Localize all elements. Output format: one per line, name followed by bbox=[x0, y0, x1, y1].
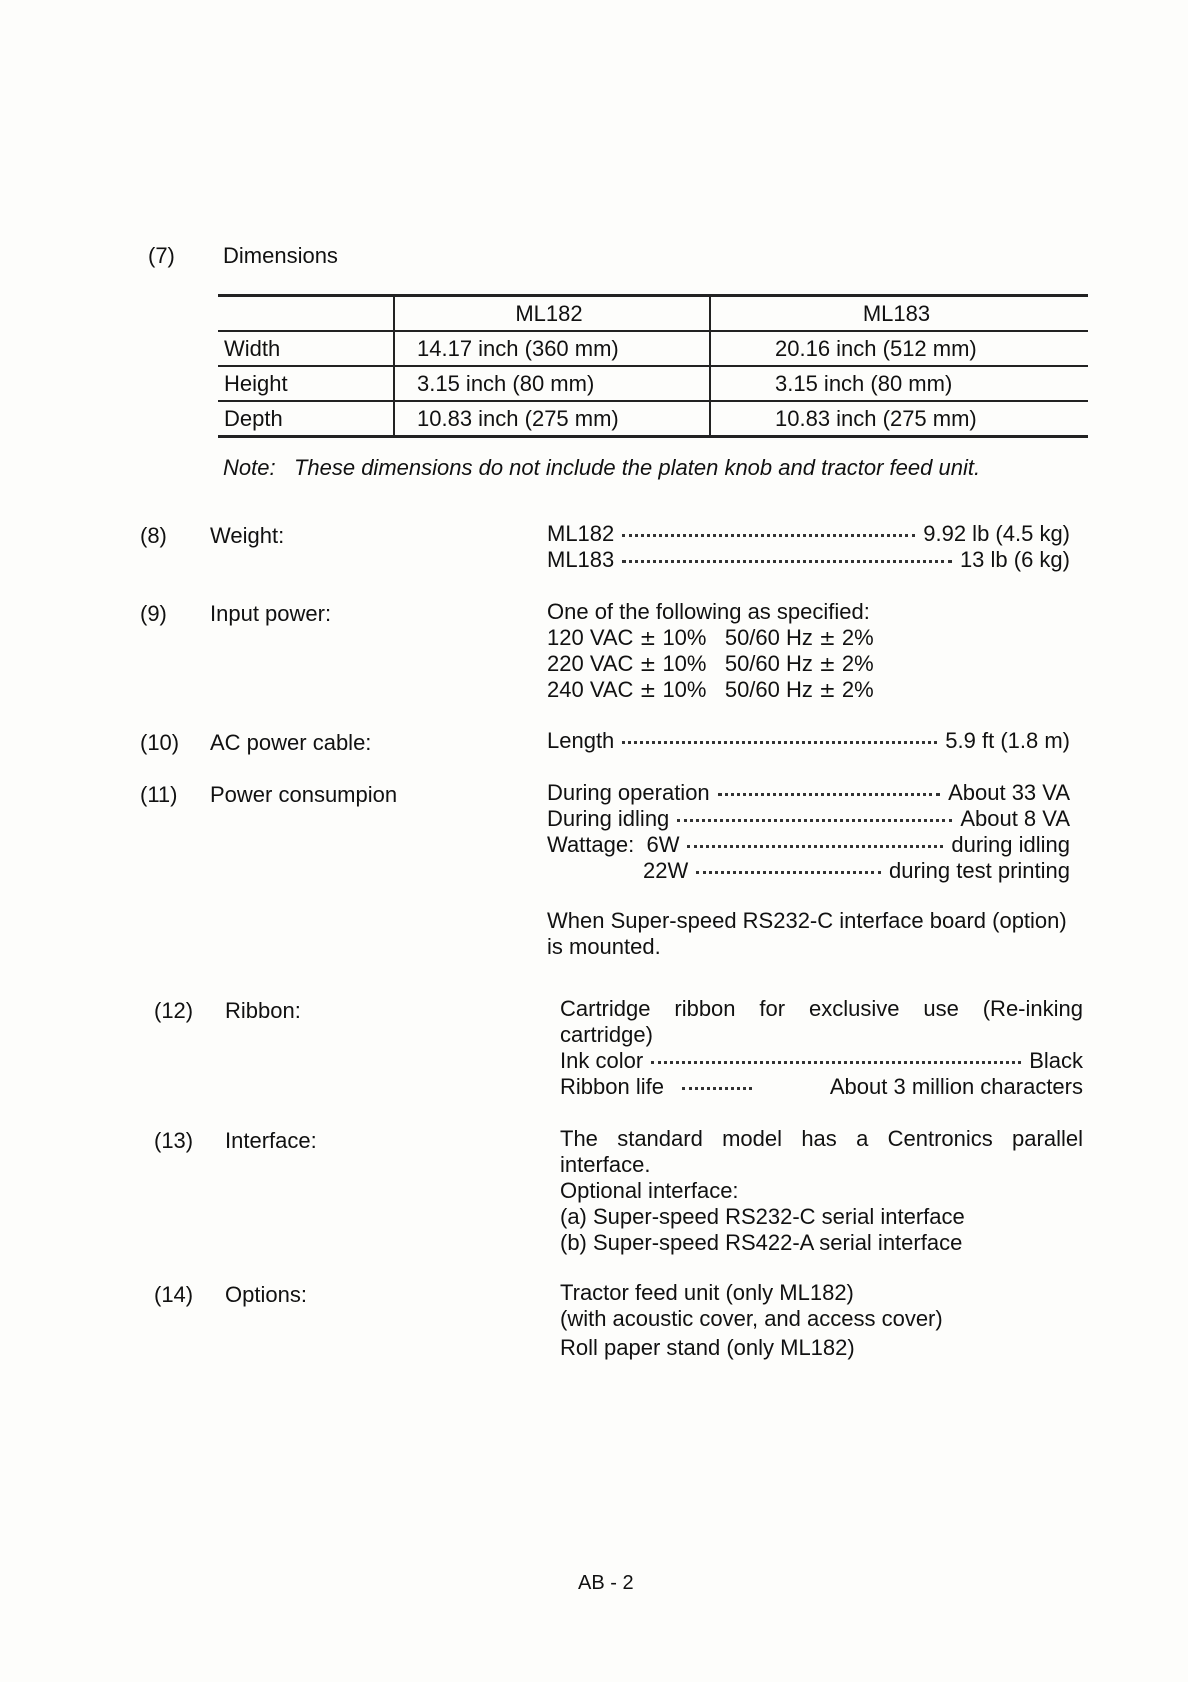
wattage-idle-desc: during idling bbox=[951, 832, 1070, 857]
plus-minus-icon: ± bbox=[639, 678, 657, 702]
wattage-print-line bbox=[643, 858, 1070, 884]
frequency: 50/60 Hz bbox=[724, 677, 813, 702]
leader-dots bbox=[682, 1087, 752, 1090]
options-list bbox=[560, 1280, 943, 1361]
plus-minus-icon: ± bbox=[819, 626, 836, 650]
frequency: 50/60 Hz bbox=[724, 651, 813, 676]
frequency-tolerance: 2% bbox=[841, 677, 874, 702]
ribbon-description bbox=[560, 996, 1083, 1048]
section-12-title: Ribbon: bbox=[225, 998, 301, 1023]
section-7-number: (7) bbox=[148, 243, 175, 268]
section-9-number: (9) bbox=[140, 601, 167, 626]
cell-ml182: 10.83 inch (275 mm) bbox=[394, 401, 710, 437]
ribbon-life-line bbox=[560, 1074, 1083, 1100]
wattage-print-value: 22W bbox=[643, 858, 689, 883]
ribbon-life-value: About 3 million characters bbox=[829, 1074, 1083, 1099]
weight-ml182-key: ML182 bbox=[547, 521, 615, 546]
plus-minus-icon: ± bbox=[819, 652, 836, 676]
table-row bbox=[218, 331, 1088, 366]
leader-dots bbox=[651, 1061, 1021, 1064]
plus-minus-icon: ± bbox=[819, 678, 836, 702]
rs232-condition-line2: is mounted. bbox=[547, 934, 661, 959]
leader-dots bbox=[622, 534, 915, 537]
section-13-title: Interface: bbox=[225, 1128, 317, 1153]
wattage-idle-value: 6W bbox=[646, 832, 680, 857]
cell-ml183: 20.16 inch (512 mm) bbox=[710, 331, 1088, 366]
section-13-number: (13) bbox=[154, 1128, 194, 1153]
input-power-intro: One of the following as specified: bbox=[547, 599, 870, 624]
power-idling-key: During idling bbox=[547, 806, 670, 831]
option-covers: (with acoustic cover, and access cover) bbox=[560, 1306, 943, 1331]
input-power-list bbox=[547, 599, 874, 703]
leader-dots bbox=[622, 741, 937, 744]
section-11-number: (11) bbox=[140, 782, 178, 807]
cable-length-value: 5.9 ft (1.8 m) bbox=[945, 728, 1070, 753]
table-header-blank bbox=[218, 296, 394, 332]
leader-dots bbox=[718, 793, 940, 796]
dimensions-table bbox=[218, 294, 1088, 438]
section-9-title: Input power: bbox=[210, 601, 332, 626]
voltage-tolerance: 10% bbox=[662, 677, 707, 702]
cell-ml183: 3.15 inch (80 mm) bbox=[710, 366, 1088, 401]
section-12-number: (12) bbox=[154, 998, 194, 1023]
section-8-title: Weight: bbox=[210, 523, 285, 548]
leader-dots bbox=[687, 845, 943, 848]
note-label: Note: bbox=[223, 455, 276, 480]
weight-ml183-key: ML183 bbox=[547, 547, 615, 572]
option-roll-paper: Roll paper stand (only ML182) bbox=[560, 1335, 855, 1360]
frequency-tolerance: 2% bbox=[841, 651, 874, 676]
frequency: 50/60 Hz bbox=[724, 625, 813, 650]
leader-dots bbox=[677, 819, 952, 822]
wattage-print-desc: during test printing bbox=[889, 858, 1070, 883]
weight-ml183-value: 13 lb (6 kg) bbox=[959, 547, 1070, 572]
ink-color-line bbox=[560, 1048, 1083, 1074]
voltage: 240 VAC bbox=[547, 677, 634, 702]
section-14-title: Options: bbox=[225, 1282, 307, 1307]
wattage-label: Wattage: bbox=[547, 832, 635, 857]
page-number: AB - 2 bbox=[578, 1572, 634, 1594]
interface-option-b: (b) Super-speed RS422-A serial interface bbox=[560, 1230, 963, 1255]
section-10-number: (10) bbox=[140, 730, 180, 755]
section-14-number: (14) bbox=[154, 1282, 194, 1307]
note-text: These dimensions do not include the platen knob and tractor feed unit. bbox=[293, 455, 981, 480]
table-header-row bbox=[218, 296, 1088, 332]
weight-ml182-line bbox=[547, 521, 1070, 547]
interface-line3: Optional interface: bbox=[560, 1178, 739, 1203]
interface-line1: The standard model has a Centronics parallel bbox=[560, 1126, 1083, 1151]
table-row bbox=[218, 401, 1088, 437]
rs232-condition-line1: When Super-speed RS232-C interface board (option) bbox=[547, 908, 1067, 933]
ink-color-value: Black bbox=[1029, 1048, 1083, 1073]
wattage-idle-line bbox=[547, 832, 1070, 858]
input-power-line bbox=[547, 625, 874, 651]
table-header-ml183: ML183 bbox=[710, 296, 1088, 332]
ribbon-line2: cartridge) bbox=[560, 1022, 653, 1047]
weight-ml182-value: 9.92 lb (4.5 kg) bbox=[923, 521, 1070, 546]
option-tractor-feed: Tractor feed unit (only ML182) bbox=[560, 1280, 854, 1305]
section-7-title: Dimensions bbox=[223, 243, 338, 268]
section-11-title: Power consumpion bbox=[210, 782, 398, 807]
ink-color-key: Ink color bbox=[560, 1048, 644, 1073]
weight-ml183-line bbox=[547, 547, 1070, 573]
section-10-title: AC power cable: bbox=[210, 730, 372, 755]
cell-ml182: 14.17 inch (360 mm) bbox=[394, 331, 710, 366]
input-power-line bbox=[547, 651, 874, 677]
table-header-ml182: ML182 bbox=[394, 296, 710, 332]
row-label: Width bbox=[218, 331, 394, 366]
ribbon-line1: Cartridge ribbon for exclusive use (Re-inking bbox=[560, 996, 1083, 1021]
voltage: 220 VAC bbox=[547, 651, 634, 676]
power-operation-key: During operation bbox=[547, 780, 710, 805]
cable-length-line bbox=[547, 728, 1070, 754]
dimensions-note bbox=[223, 455, 980, 481]
power-idling-value: About 8 VA bbox=[960, 806, 1070, 831]
row-label: Height bbox=[218, 366, 394, 401]
cell-ml182: 3.15 inch (80 mm) bbox=[394, 366, 710, 401]
power-operation-value: About 33 VA bbox=[948, 780, 1070, 805]
section-8-number: (8) bbox=[140, 523, 167, 548]
power-idling-line bbox=[547, 806, 1070, 832]
interface-description bbox=[560, 1126, 1083, 1256]
leader-dots bbox=[696, 871, 881, 874]
voltage-tolerance: 10% bbox=[662, 625, 707, 650]
plus-minus-icon: ± bbox=[639, 652, 657, 676]
table-row bbox=[218, 366, 1088, 401]
frequency-tolerance: 2% bbox=[841, 625, 874, 650]
rs232-condition bbox=[547, 908, 1067, 960]
interface-line2: interface. bbox=[560, 1152, 651, 1177]
voltage-tolerance: 10% bbox=[662, 651, 707, 676]
interface-option-a: (a) Super-speed RS232-C serial interface bbox=[560, 1204, 965, 1229]
leader-dots bbox=[622, 560, 952, 563]
cell-ml183: 10.83 inch (275 mm) bbox=[710, 401, 1088, 437]
voltage: 120 VAC bbox=[547, 625, 634, 650]
row-label: Depth bbox=[218, 401, 394, 437]
ribbon-life-key: Ribbon life bbox=[560, 1074, 664, 1099]
input-power-line bbox=[547, 677, 874, 703]
cable-length-key: Length bbox=[547, 728, 615, 753]
plus-minus-icon: ± bbox=[639, 626, 657, 650]
power-operation-line bbox=[547, 780, 1070, 806]
